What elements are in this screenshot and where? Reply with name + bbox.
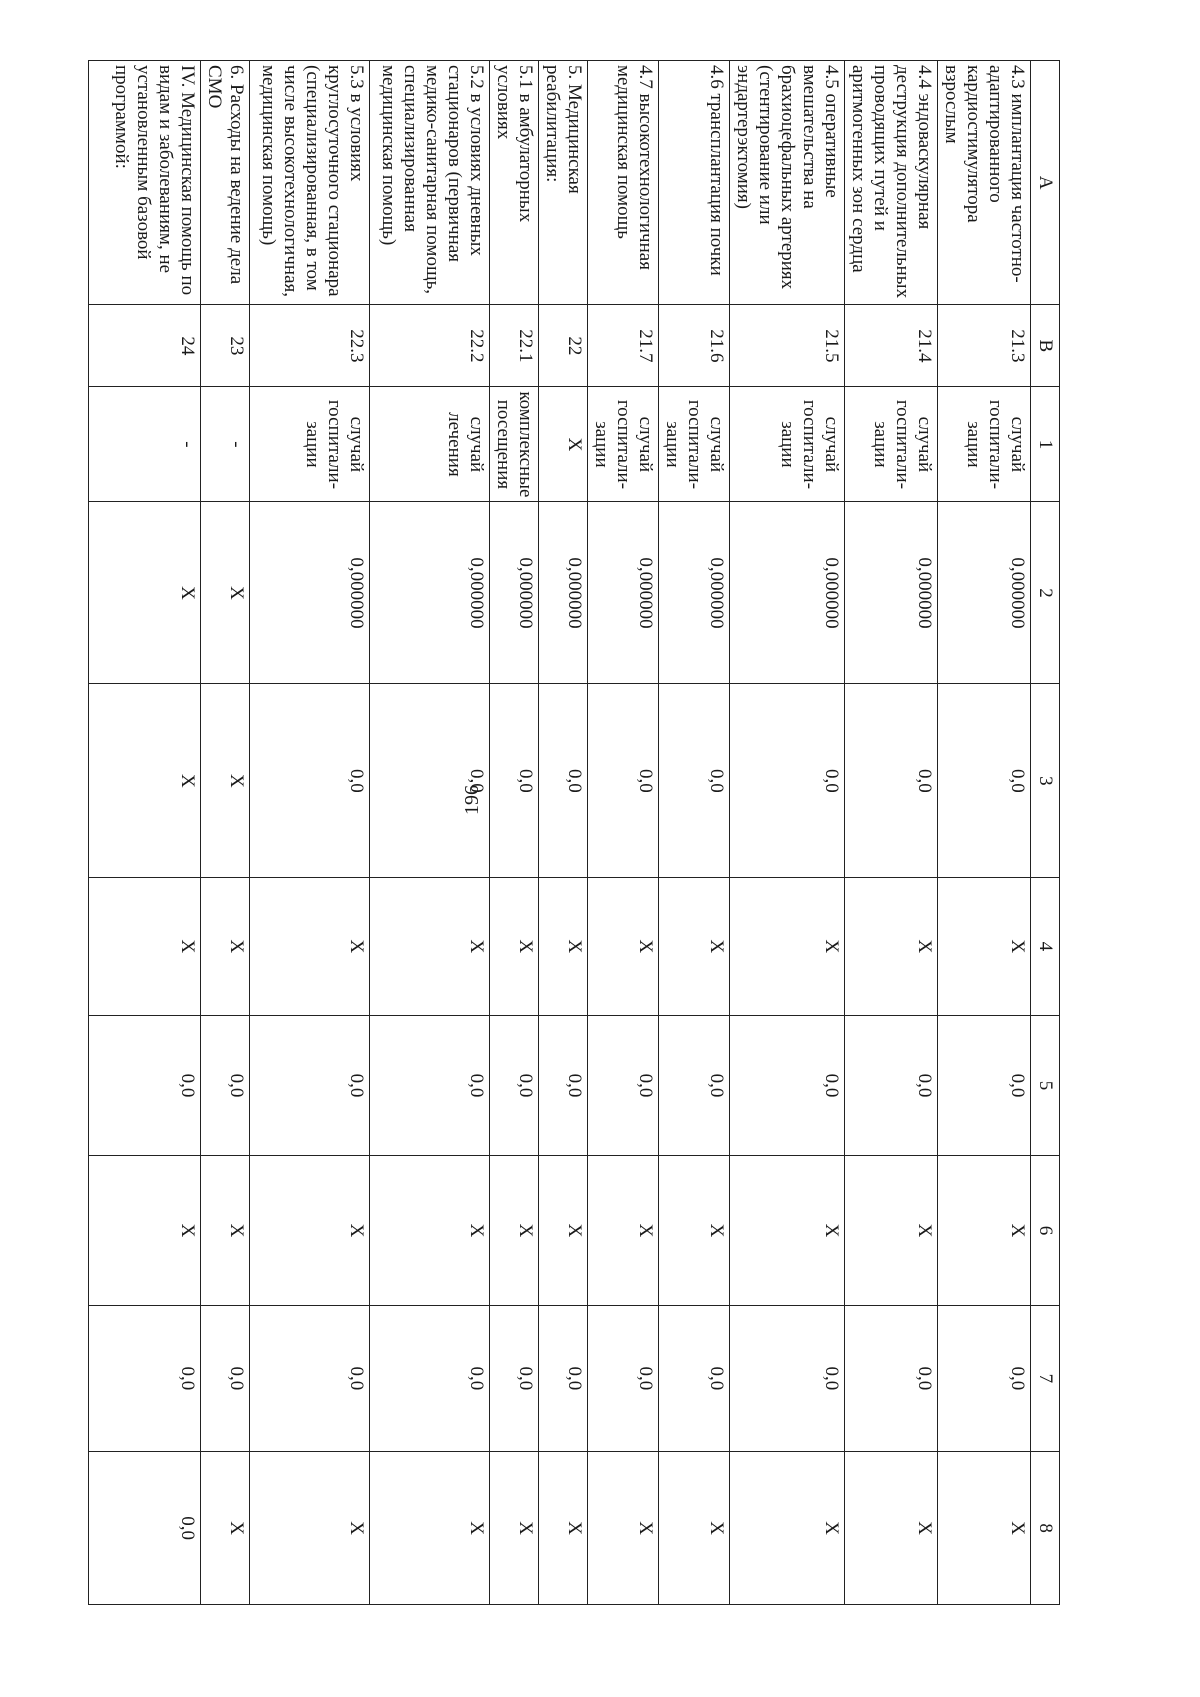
cell-col-8: X <box>250 1452 370 1605</box>
cell-col-4: X <box>588 878 659 1015</box>
cell-col-8: X <box>659 1452 730 1605</box>
rotated-table-container <box>110 60 1060 1605</box>
cell-col-2: 0,000000 <box>370 502 490 684</box>
cell-col-7: 0,0 <box>370 1305 490 1452</box>
table-row <box>539 61 588 1605</box>
table-row <box>659 61 730 1605</box>
cell-col-2: 0,000000 <box>730 502 845 684</box>
table-row <box>938 61 1031 1605</box>
cell-col-3: 0,0 <box>370 684 490 878</box>
col-header-7: 7 <box>1031 1305 1060 1452</box>
cell-col-7: 0,0 <box>539 1305 588 1452</box>
table-row <box>588 61 659 1605</box>
cell-col-7: 0,0 <box>938 1305 1031 1452</box>
cell-col-3: 0,0 <box>539 684 588 878</box>
cell-col-2: 0,000000 <box>938 502 1031 684</box>
cell-name: IV. Медицинская помощь по видам и заболеваниям, не установленным базовой программой: <box>89 61 201 305</box>
cell-col-7: 0,0 <box>89 1305 201 1452</box>
cell-col-8: X <box>730 1452 845 1605</box>
cell-unit: случай госпитали-зации <box>730 387 845 502</box>
cell-col-8: X <box>201 1452 250 1605</box>
cell-col-6: X <box>588 1156 659 1305</box>
cell-col-5: 0,0 <box>89 1015 201 1156</box>
cell-col-8: X <box>539 1452 588 1605</box>
table-row <box>370 61 490 1605</box>
cell-line-number: 22.1 <box>490 305 539 387</box>
cell-col-6: X <box>89 1156 201 1305</box>
cell-name: 4.7 высокотехнологичная медицинская помощь <box>588 61 659 305</box>
cell-line-number: 21.4 <box>845 305 938 387</box>
col-header-b: B <box>1031 305 1060 387</box>
cell-col-5: 0,0 <box>539 1015 588 1156</box>
cell-col-7: 0,0 <box>250 1305 370 1452</box>
cell-col-3: 0,0 <box>250 684 370 878</box>
cell-name: 5.3 в условиях круглосуточного стационара (специализированная, в том числе высокотехнологичная, медицинская помощь) <box>250 61 370 305</box>
table-row <box>201 61 250 1605</box>
cell-col-4: X <box>539 878 588 1015</box>
cell-col-2: 0,000000 <box>250 502 370 684</box>
cell-unit: X <box>539 387 588 502</box>
table-row <box>89 61 201 1605</box>
cell-col-8: 0,0 <box>89 1452 201 1605</box>
cell-col-3: 0,0 <box>938 684 1031 878</box>
cell-col-4: X <box>89 878 201 1015</box>
cell-col-8: X <box>490 1452 539 1605</box>
cell-col-2: 0,000000 <box>588 502 659 684</box>
col-header-1: 1 <box>1031 387 1060 502</box>
cell-col-3: X <box>201 684 250 878</box>
cell-col-2: X <box>201 502 250 684</box>
cell-unit: случай госпитали-зации <box>659 387 730 502</box>
cell-col-3: 0,0 <box>490 684 539 878</box>
cell-line-number: 22 <box>539 305 588 387</box>
cell-line-number: 21.6 <box>659 305 730 387</box>
cell-unit: - <box>89 387 201 502</box>
cell-name: 5.1 в амбулаторных условиях <box>490 61 539 305</box>
cell-col-6: X <box>539 1156 588 1305</box>
table-row <box>845 61 938 1605</box>
header-row <box>1031 61 1060 1605</box>
cell-line-number: 21.3 <box>938 305 1031 387</box>
cell-col-5: 0,0 <box>201 1015 250 1156</box>
cell-col-8: X <box>938 1452 1031 1605</box>
col-header-4: 4 <box>1031 878 1060 1015</box>
cell-col-4: X <box>490 878 539 1015</box>
cell-col-2: 0,000000 <box>659 502 730 684</box>
table-row <box>730 61 845 1605</box>
col-header-5: 5 <box>1031 1015 1060 1156</box>
cell-col-5: 0,0 <box>250 1015 370 1156</box>
cell-col-2: 0,000000 <box>539 502 588 684</box>
col-header-2: 2 <box>1031 502 1060 684</box>
cell-col-5: 0,0 <box>659 1015 730 1156</box>
cell-unit: случай госпитали-зации <box>250 387 370 502</box>
cell-col-5: 0,0 <box>938 1015 1031 1156</box>
table-row <box>490 61 539 1605</box>
cell-col-3: 0,0 <box>845 684 938 878</box>
col-header-3: 3 <box>1031 684 1060 878</box>
cell-unit: случай госпитали-зации <box>938 387 1031 502</box>
cell-col-4: X <box>845 878 938 1015</box>
cell-col-5: 0,0 <box>490 1015 539 1156</box>
cell-col-8: X <box>588 1452 659 1605</box>
cell-name: 4.3 имплантация частотно-адаптированного кардиостимулятора взрослым <box>938 61 1031 305</box>
cell-col-8: X <box>845 1452 938 1605</box>
cell-col-5: 0,0 <box>730 1015 845 1156</box>
cell-col-2: 0,000000 <box>490 502 539 684</box>
cell-name: 6. Расходы на ведение дела СМО <box>201 61 250 305</box>
table-row <box>250 61 370 1605</box>
cell-name: 5. Медицинская реабилитация: <box>539 61 588 305</box>
cell-col-7: 0,0 <box>588 1305 659 1452</box>
cell-col-2: X <box>89 502 201 684</box>
cell-col-3: 0,0 <box>588 684 659 878</box>
cell-col-7: 0,0 <box>490 1305 539 1452</box>
cell-line-number: 21.5 <box>730 305 845 387</box>
cell-col-4: X <box>250 878 370 1015</box>
cell-col-7: 0,0 <box>845 1305 938 1452</box>
cell-col-2: 0,000000 <box>845 502 938 684</box>
cell-unit: - <box>201 387 250 502</box>
cell-col-4: X <box>659 878 730 1015</box>
cell-unit: случай лечения <box>370 387 490 502</box>
cell-unit: комплексные посещения <box>490 387 539 502</box>
cell-col-6: X <box>490 1156 539 1305</box>
cell-line-number: 23 <box>201 305 250 387</box>
cell-line-number: 21.7 <box>588 305 659 387</box>
cell-col-7: 0,0 <box>201 1305 250 1452</box>
cell-name: 4.6 трансплантация почки <box>659 61 730 305</box>
cell-col-7: 0,0 <box>730 1305 845 1452</box>
cell-unit: случай госпитали-зации <box>845 387 938 502</box>
cell-col-6: X <box>201 1156 250 1305</box>
cell-col-6: X <box>250 1156 370 1305</box>
cell-col-3: X <box>89 684 201 878</box>
cell-col-4: X <box>938 878 1031 1015</box>
cell-col-3: 0,0 <box>659 684 730 878</box>
cell-col-5: 0,0 <box>588 1015 659 1156</box>
col-header-a: A <box>1031 61 1060 305</box>
cell-col-5: 0,0 <box>370 1015 490 1156</box>
cell-col-5: 0,0 <box>845 1015 938 1156</box>
cell-col-4: X <box>201 878 250 1015</box>
cell-line-number: 24 <box>89 305 201 387</box>
cell-col-6: X <box>730 1156 845 1305</box>
cell-col-6: X <box>370 1156 490 1305</box>
cell-name: 5.2 в условиях дневных стационаров (первичная медико-санитарная помощь, специализированная медицинская помощь) <box>370 61 490 305</box>
cell-col-3: 0,0 <box>730 684 845 878</box>
col-header-6: 6 <box>1031 1156 1060 1305</box>
page-number: 196 <box>461 785 483 815</box>
cell-col-8: X <box>370 1452 490 1605</box>
cell-col-6: X <box>659 1156 730 1305</box>
cell-col-4: X <box>370 878 490 1015</box>
cell-col-6: X <box>845 1156 938 1305</box>
cell-unit: случай госпитали-зации <box>588 387 659 502</box>
cell-col-4: X <box>730 878 845 1015</box>
cell-col-7: 0,0 <box>659 1305 730 1452</box>
data-table <box>88 60 1060 1605</box>
cell-line-number: 22.2 <box>370 305 490 387</box>
cell-name: 4.4 эндоваскулярная деструкция дополнительных проводящих путей и аритмогенных зон сердца <box>845 61 938 305</box>
cell-name: 4.5 оперативные вмешательства на брахиоцефальных артериях (стентирование или эндартерэктомия) <box>730 61 845 305</box>
col-header-8: 8 <box>1031 1452 1060 1605</box>
cell-col-6: X <box>938 1156 1031 1305</box>
cell-line-number: 22.3 <box>250 305 370 387</box>
